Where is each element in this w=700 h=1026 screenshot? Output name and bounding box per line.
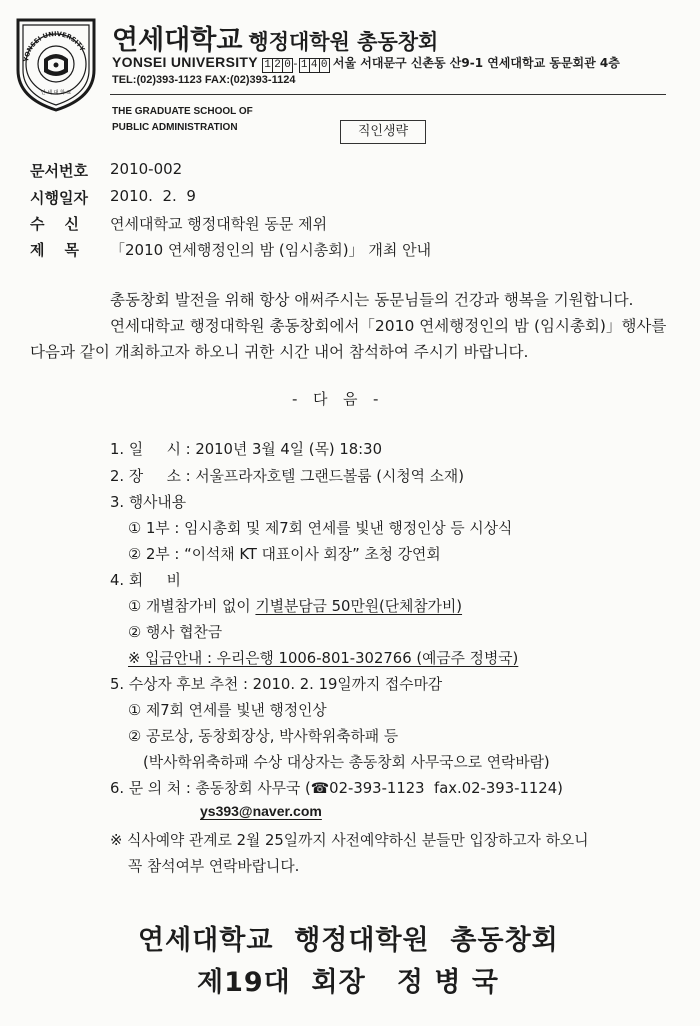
greeting-paragraph: 총동창회 발전을 위해 항상 애써주시는 동문님들의 건강과 행복을 기원합니다. (110, 291, 634, 309)
zip-digit: 1 (299, 58, 310, 73)
address-line (112, 54, 620, 73)
recipient-label: 수신 (30, 215, 99, 233)
graduate-school-line2: PUBLIC ADMINISTRATION (112, 122, 238, 133)
deposit-info: ※ 입금안내 : 우리은행 1006-801-302766 (예금주 정병국) (128, 650, 519, 667)
zip-digit: 4 (309, 58, 320, 73)
zip-digit: 0 (319, 58, 330, 73)
reservation-note-line2: 꼭 참석여부 연락바랍니다. (128, 858, 300, 875)
item-fee-1-amount: 기별분담금 50만원(단체참가비) (255, 598, 463, 615)
tel-fax: TEL:(02)393-1123 FAX:(02)393-1124 (112, 74, 296, 86)
item-nominations-1: ① 제7회 연세를 빛낸 행정인상 (128, 702, 327, 719)
item-program-part1: ① 1부 : 임시총회 및 제7회 연세를 빛낸 행정인상 등 시상식 (128, 520, 513, 537)
item-fee-1-text: ① 개별참가비 없이 (128, 598, 256, 615)
item-program-part2: ② 2부 : “이석채 KT 대표이사 회장” 초청 강연회 (128, 546, 441, 563)
item-nominations-note: (박사학위축하패 수상 대상자는 총동창회 사무국으로 연락바람) (143, 754, 550, 771)
issue-date-label: 시행일자 (30, 189, 88, 207)
org-title (112, 18, 438, 57)
separator-heading: - 다 음 - (292, 390, 381, 408)
header-divider (110, 94, 666, 95)
seal-omitted-stamp: 직인생략 (340, 120, 426, 144)
item-fee-1 (128, 595, 462, 616)
item-contact: 6. 문 의 처 : 총동창회 사무국 (☎02-393-1123 fax.02-393-1124) (110, 780, 563, 797)
item-fee: 4. 회 비 (110, 572, 181, 589)
svg-text:연 세 대 학 교: 연 세 대 학 교 (40, 90, 72, 96)
item-datetime: 1. 일 시 : 2010년 3월 4일 (목) 18:30 (110, 441, 382, 458)
footer-president: 제19대 회장 정 병 국 (197, 967, 499, 998)
zip-digit: 2 (272, 58, 283, 73)
zip-code: 1 2 0- 1 4 0 (262, 58, 329, 73)
item-program: 3. 행사내용 (110, 494, 186, 511)
footer-organization: 연세대학교 행정대학원 총동창회 (138, 925, 559, 956)
doc-number: 2010-002 (110, 160, 183, 178)
item-fee-2: ② 행사 협찬금 (128, 624, 223, 641)
subject-label: 제목 (30, 241, 99, 259)
item-nominations-2: ② 공로상, 동창회장상, 박사학위축하패 등 (128, 728, 399, 745)
reservation-note-line1: ※ 식사예약 관계로 2월 25일까지 사전예약하신 분들만 입장하고자 하오니 (110, 832, 589, 849)
recipient: 연세대학교 행정대학원 동문 제위 (110, 215, 328, 233)
intro-paragraph-line1: 연세대학교 행정대학원 총동창회에서「2010 연세행정인의 밤 (임시총회)」행사를 (110, 317, 667, 335)
address-text: 서울 서대문구 신촌동 산9-1 연세대학교 동문회관 4층 (332, 56, 620, 70)
zip-digit: 0 (282, 58, 293, 73)
subject: 「2010 연세행정인의 밤 (임시총회)」 개최 안내 (110, 241, 432, 259)
item-venue: 2. 장 소 : 서울프라자호텔 그랜드볼룸 (시청역 소재) (110, 468, 464, 485)
org-title-main: 연세대학교 (112, 25, 243, 56)
doc-number-label: 문서번호 (30, 162, 88, 180)
svg-text:YONSEI UNIVERSITY: YONSEI UNIVERSITY (22, 29, 87, 63)
graduate-school-line1: THE GRADUATE SCHOOL OF (112, 106, 253, 117)
org-title-sub: 행정대학원 총동창회 (248, 30, 439, 54)
university-seal-icon (14, 14, 98, 112)
university-en: YONSEI UNIVERSITY (112, 54, 258, 70)
item-nominations: 5. 수상자 후보 추천 : 2010. 2. 19일까지 접수마감 (110, 676, 443, 693)
issue-date: 2010. 2. 9 (110, 187, 196, 205)
zip-digit: 1 (262, 58, 273, 73)
contact-email[interactable]: ys393@naver.com (200, 803, 322, 819)
intro-paragraph-line2: 다음과 같이 개최하고자 하오니 귀한 시간 내어 참석하여 주시기 바랍니다. (30, 343, 529, 361)
